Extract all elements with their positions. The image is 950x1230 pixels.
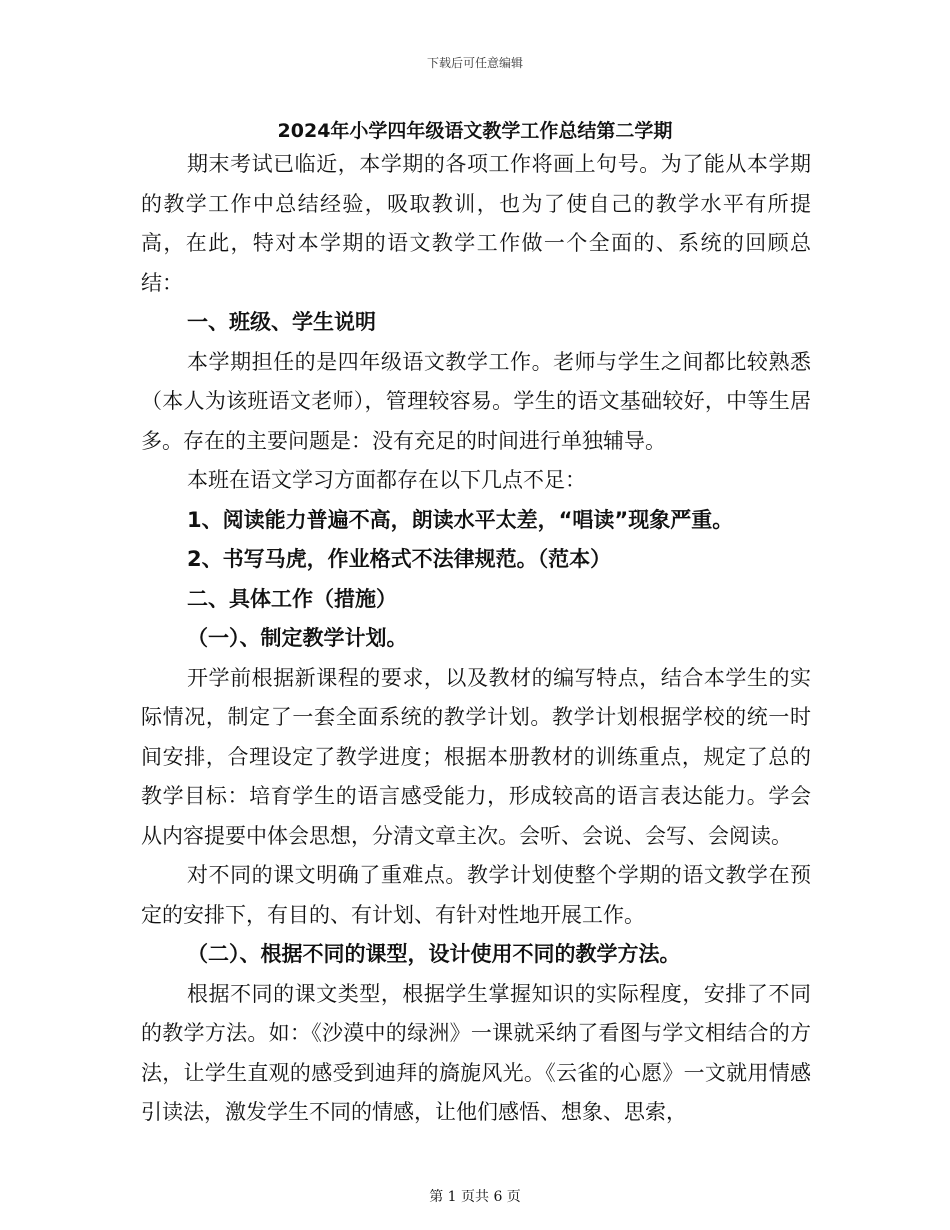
subsection-heading-teaching-plan: （一）、制定教学计划。 <box>187 626 408 650</box>
subsection-heading-teaching-methods: （二）、根据不同的课型，设计使用不同的教学方法。 <box>187 942 681 966</box>
page-footer: 第 1 页共 6 页 <box>429 1189 521 1205</box>
paragraph-shortcomings-intro: 本班在语文学习方面都存在以下几点不足： <box>187 468 586 492</box>
document-body <box>141 145 811 1133</box>
paragraph-intro: 期末考试已临近，本学期的各项工作将画上句号。为了能从本学期的教学工作中总结经验，吸取教训，也为了使自己的教学水平有所提高，在此，特对本学期的语文教学工作做一个全面的、系统的回顾总结： <box>141 152 811 295</box>
paragraph-key-points: 对不同的课文明确了重难点。教学计划使整个学期的语文教学在预定的安排下，有目的、有计划、有针对性地开展工作。 <box>141 863 811 927</box>
header-note: 下载后可任意编辑 <box>426 56 523 70</box>
paragraph-teaching-plan: 开学前根据新课程的要求，以及教材的编写特点，结合本学生的实际情况，制定了一套全面系统的教学计划。教学计划根据学校的统一时间安排，合理设定了教学进度；根据本册教材的训练重点，规定了总的教学目标：培育学生的语言感受能力，形成较高的语言表达能力。学会从内容提要中体会思想，分清文章主次。会听、会说、会写、会阅读。 <box>141 665 811 848</box>
shortcoming-item-2: 2、书写马虎，作业格式不法律规范。（范本） <box>187 547 612 571</box>
document-title: 2024年小学四年级语文教学工作总结第二学期 <box>277 120 673 142</box>
paragraph-class-description: 本学期担任的是四年级语文教学工作。老师与学生之间都比较熟悉（本人为该班语文老师），管理较容易。学生的语文基础较好，中等生居多。存在的主要问题是：没有充足的时间进行单独辅导。 <box>141 349 811 453</box>
shortcoming-item-1: 1、阅读能力普遍不高，朗读水平太差，“唱读”现象严重。 <box>187 507 734 532</box>
section-heading-measures: 二、具体工作（措施） <box>187 586 397 611</box>
paragraph-teaching-methods: 根据不同的课文类型，根据学生掌握知识的实际程度，安排了不同的教学方法。如：《沙漠中的绿洲》一课就采纳了看图与学文相结合的方法，让学生直观的感受到迪拜的旖旎风光。《云雀的心愿》一文就用情感引读法，激发学生不同的情感，让他们感悟、想象、思索， <box>141 981 811 1124</box>
section-heading-class-students: 一、班级、学生说明 <box>187 310 376 334</box>
